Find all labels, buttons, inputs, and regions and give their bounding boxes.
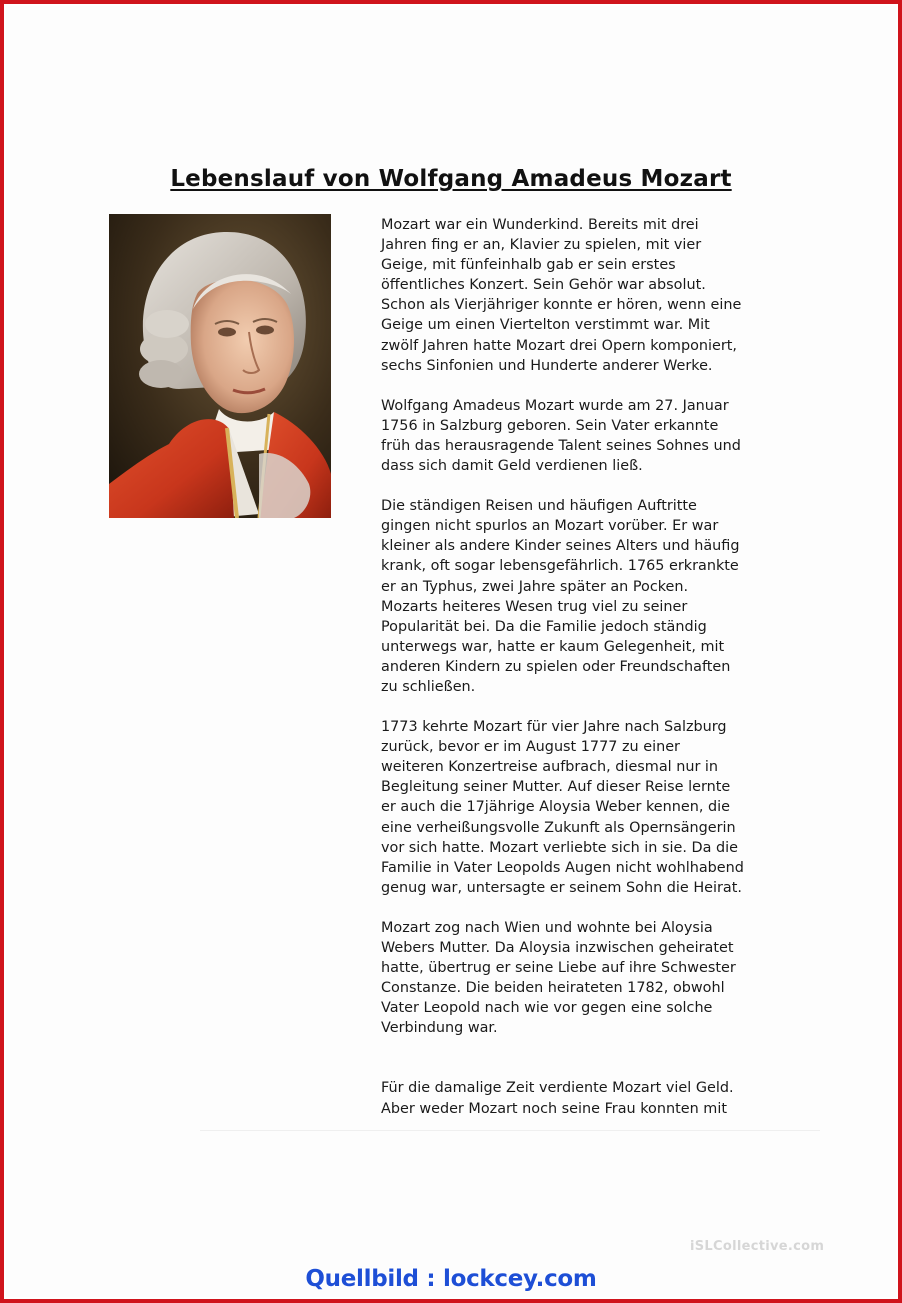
paragraph-birth: Wolfgang Amadeus Mozart wurde am 27. Januar 1756 in Salzburg geboren. Sein Vater erkannte früh das herausragende Talent seines Sohnes und dass sich damit Geld verdienen ließ. [381, 397, 741, 475]
paragraph-travels: Die ständigen Reisen und häufigen Auftritte gingen nicht spurlos an Mozart vorüber. Er war kleiner als andere Kinder seines Alters und häufig krank, oft sogar lebensgefährlich. 1765 erkrankte er an Typhus, zwei Jahre später an Pocken. Mozarts heiteres Wesen trug viel zu seiner Popularität bei. Da die Familie jedoch ständig unterwegs war, hatte er kaum Gelegenheit, mit anderen Kindern zu spielen oder Freundschaften zu schließen. [381, 498, 740, 695]
islcollective-watermark: iSLCollective.com [690, 1239, 825, 1254]
mozart-portrait-image [109, 214, 331, 518]
paragraph-salzburg-return: 1773 kehrte Mozart für vier Jahre nach Salzburg zurück, bevor er im August 1777 zu einer weiteren Konzertreise aufbrach, diesmal nur in Begleitung seiner Mutter. Auf dieser Reise lernte er auch die 17jährige Aloysia Weber kennen, die eine verheißungsvolle Zukunft als Opernsängerin vor sich hatte. Mozart verliebte sich in sie. Da die Familie in Vater Leopolds Augen nicht wohlhabend genug war, untersagte er seinem Sohn die Heirat. [381, 719, 744, 896]
source-caption: Quellbild : lockcey.com [305, 1266, 597, 1292]
paragraph-income: Für die damalige Zeit verdiente Mozart viel Geld. Aber weder Mozart noch seine Frau konnten mit [381, 1080, 734, 1117]
faint-divider [200, 1130, 820, 1131]
paragraph-vienna: Mozart zog nach Wien und wohnte bei Aloysia Webers Mutter. Da Aloysia inzwischen geheiratet hatte, übertrug er seine Liebe auf ihre Schwester Constanze. Die beiden heirateten 1782, obwohl Vater Leopold nach wie vor gegen eine solche Verbindung war. [381, 919, 736, 1037]
paragraph-childhood: Mozart war ein Wunderkind. Bereits mit drei Jahren fing er an, Klavier zu spielen, mit vier Geige, mit fünfeinhalb gab er sein erstes öffentliches Konzert. Sein Gehör war absolut. Schon als Vierjähriger konnte er hören, wenn eine Geige um einen Viertelton verstimmt war. Mit zwölf Jahren hatte Mozart drei Opern komponiert, sechs Sinfonien und Hunderte anderer Werke. [381, 217, 742, 374]
biography-text-column [381, 215, 821, 1139]
document-title: Lebenslauf von Wolfgang Amadeus Mozart [170, 166, 732, 192]
